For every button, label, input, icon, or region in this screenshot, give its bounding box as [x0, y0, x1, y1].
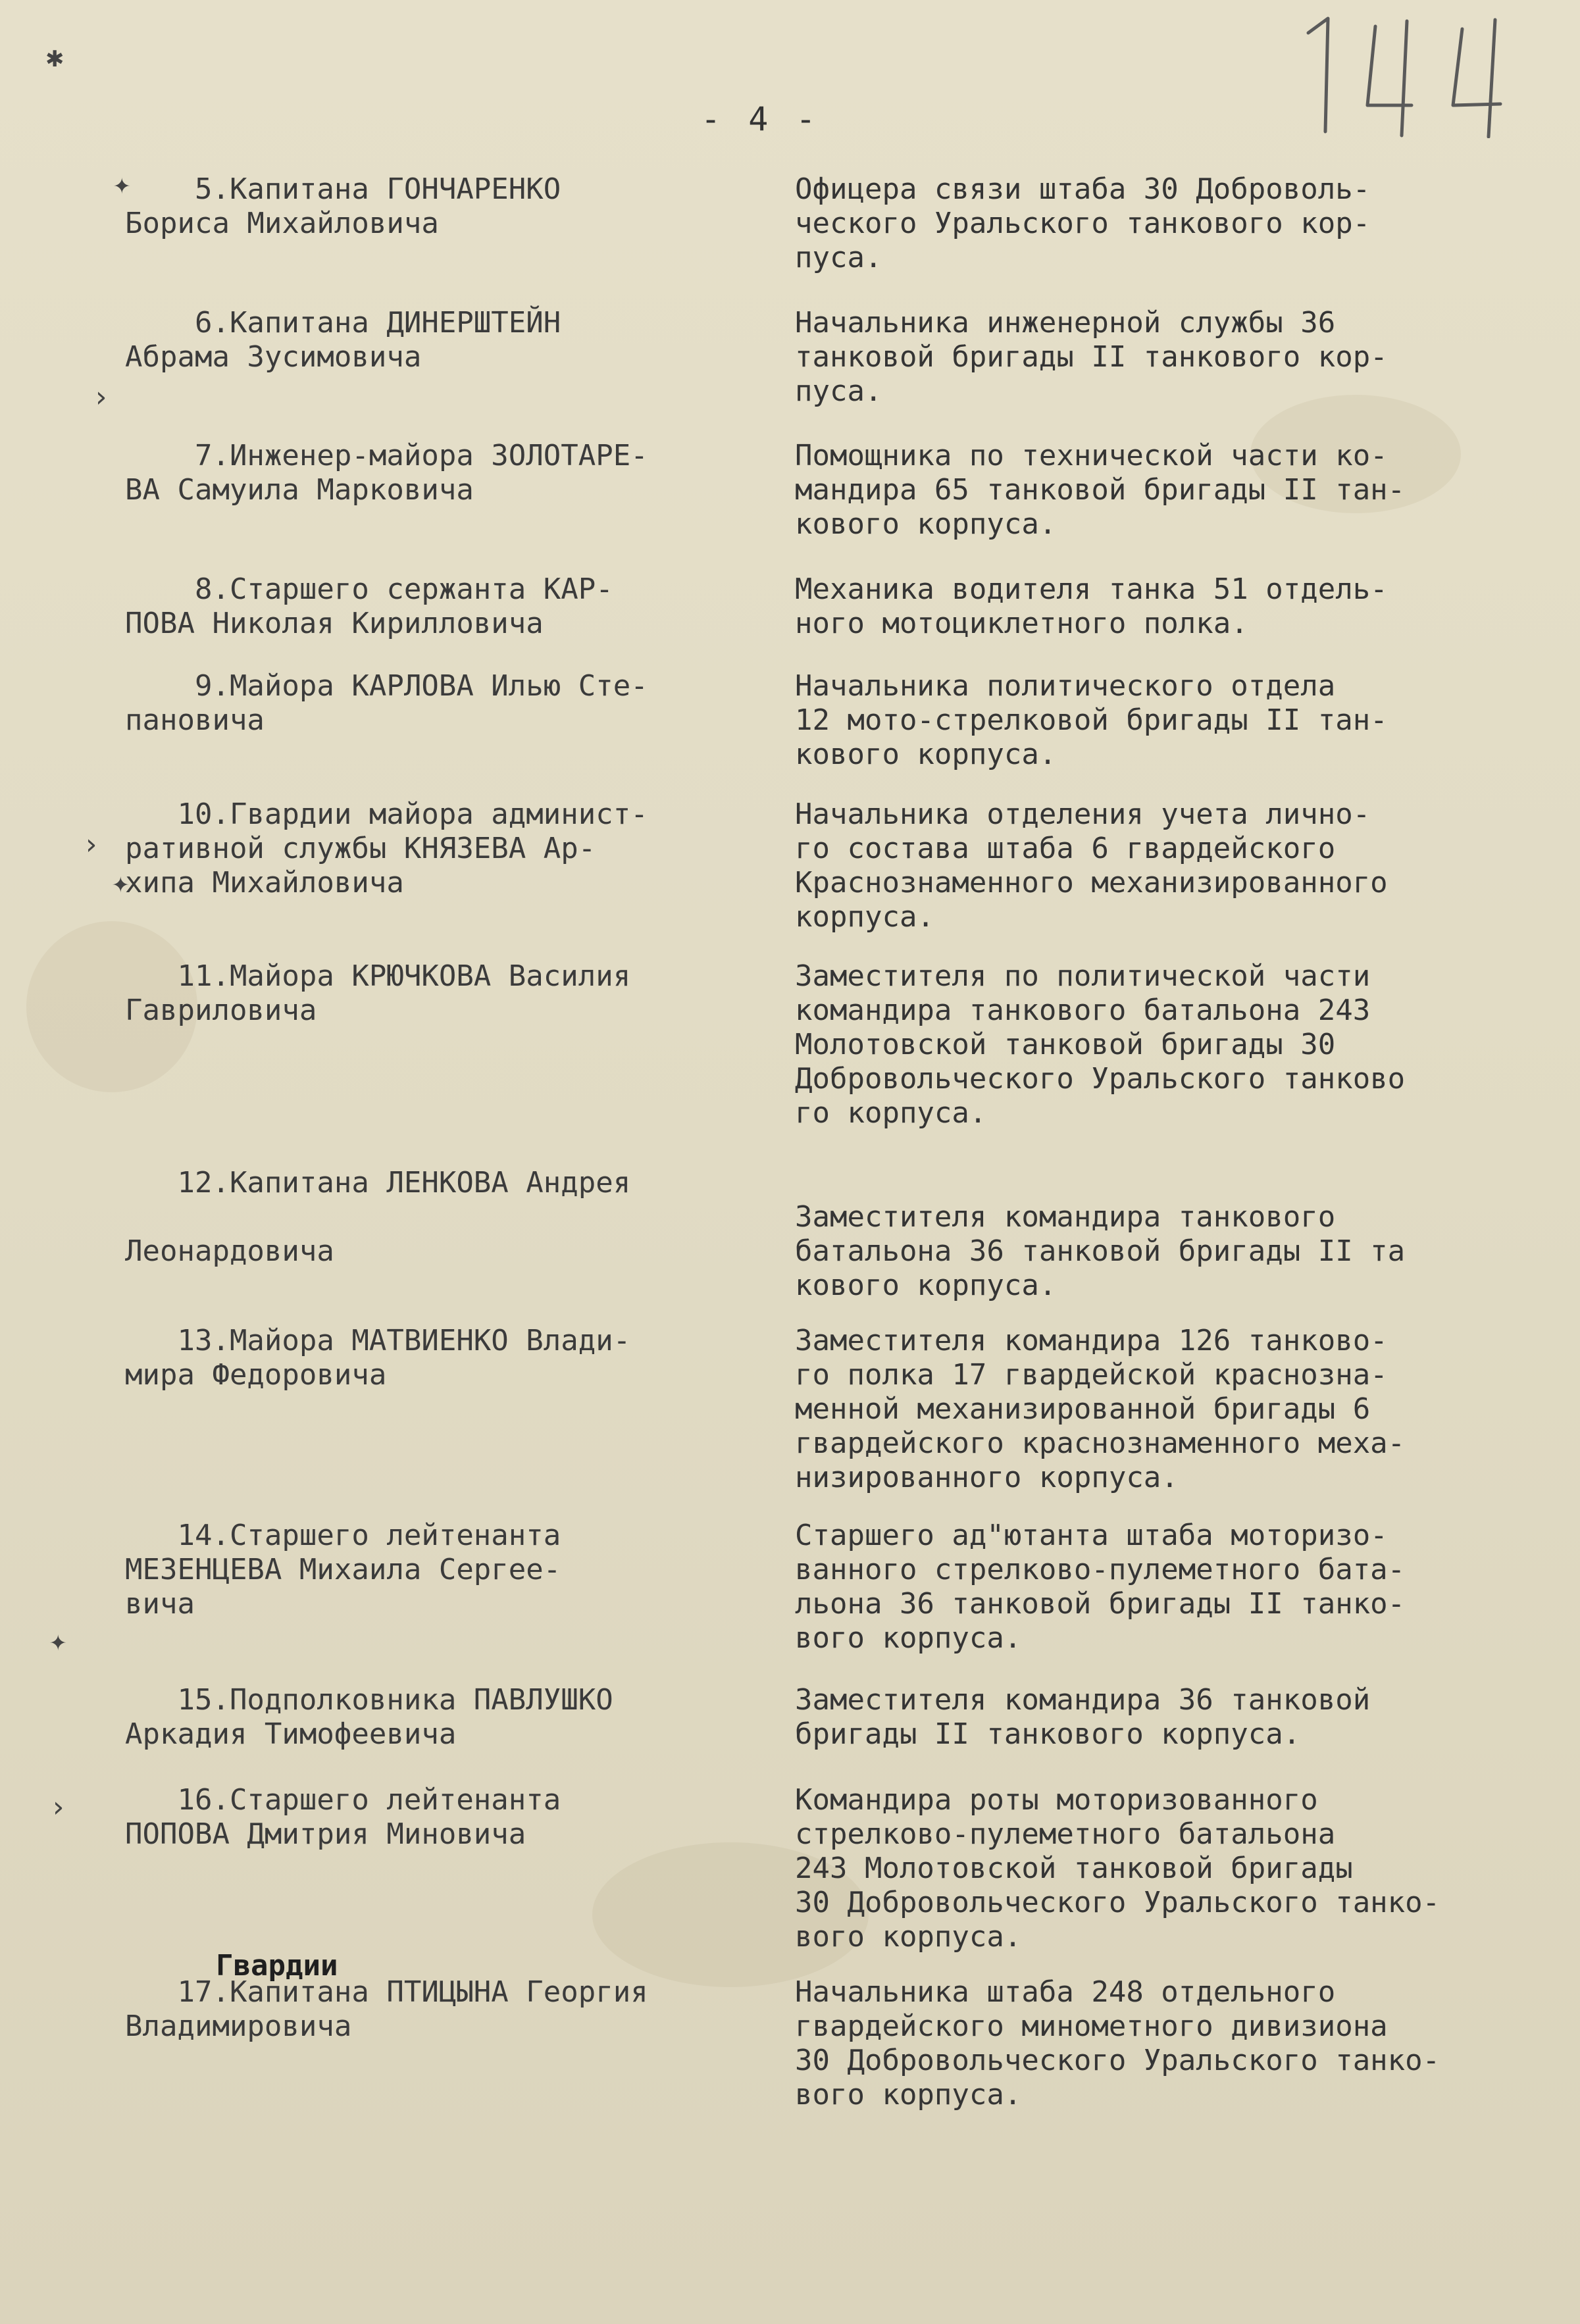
entry-position: [795, 306, 1575, 409]
position-line: го состава штаба 6 гвардейского: [795, 832, 1336, 865]
position-line: Механика водителя танка 51 отдель-: [795, 572, 1388, 606]
position-line: 243 Молотовской танковой бригады: [795, 1852, 1353, 1885]
position-line: вого корпуса.: [795, 1621, 1022, 1655]
position-line: 12 мото-стрелковой бригады II тан-: [795, 703, 1388, 737]
position-line: танковой бригады II танкового кор-: [795, 340, 1388, 374]
name-line: пановича: [125, 703, 265, 737]
name-line: вича: [125, 1587, 195, 1621]
position-line: го корпуса.: [795, 1096, 987, 1130]
position-line: Добровольческого Уральского танково: [795, 1062, 1406, 1096]
entry-name: [125, 959, 783, 1028]
position-line: батальона 36 танковой бригады II та: [795, 1234, 1406, 1268]
ink-speck: ›: [82, 828, 100, 861]
position-line: Командира роты моторизованного: [795, 1783, 1318, 1817]
handwritten-folio-number: [1296, 7, 1546, 138]
position-line: 30 Добровольческого Уральского танко-: [795, 1886, 1440, 1919]
position-line: Краснознаменного механизированного: [795, 866, 1388, 899]
name-line: [125, 1200, 783, 1234]
name-line: 9.Майора КАРЛОВА Илью Сте-: [125, 669, 648, 703]
name-line: Аркадия Тимофеевича: [125, 1717, 457, 1751]
name-line: 15.Подполковника ПАВЛУШКО: [125, 1683, 613, 1717]
entry-position: [795, 1783, 1575, 1954]
position-line: кового корпуса.: [795, 507, 1057, 541]
name-line: 12.Капитана ЛЕНКОВА Андрея: [125, 1166, 631, 1200]
page-number: - 4 -: [701, 100, 820, 138]
name-line: 16.Старшего лейтенанта: [125, 1783, 561, 1817]
position-line: Начальника инженерной службы 36: [795, 306, 1336, 340]
position-line: Начальника политического отдела: [795, 669, 1336, 703]
position-line: стрелково-пулеметного батальона: [795, 1817, 1336, 1851]
name-line: 11.Майора КРЮЧКОВА Василия: [125, 959, 631, 993]
name-line: ВА Самуила Марковича: [125, 473, 474, 507]
position-line: Заместителя по политической части: [795, 959, 1371, 993]
entry-name: [125, 797, 783, 900]
ink-speck: ✦: [112, 866, 130, 899]
ink-speck: ✦: [113, 167, 131, 201]
entry-position: [795, 1324, 1575, 1495]
entry-position: [795, 1166, 1575, 1303]
position-line: бригады II танкового корпуса.: [795, 1717, 1301, 1751]
entry-position: [795, 959, 1575, 1130]
name-line: ПОПОВА Дмитрия Миновича: [125, 1817, 526, 1851]
entry-name: [125, 1324, 783, 1392]
name-line: 10.Гвардии майора админист-: [125, 797, 648, 831]
position-line: Заместителя командира 126 танково-: [795, 1324, 1388, 1357]
position-line: вого корпуса.: [795, 2078, 1022, 2111]
entry-name: [125, 1166, 783, 1269]
entry-name: [125, 1683, 783, 1752]
position-line: командира танкового батальона 243: [795, 994, 1371, 1027]
position-line: вого корпуса.: [795, 1920, 1022, 1954]
entry-name: [125, 1975, 783, 2044]
position-line: льона 36 танковой бригады II танко-: [795, 1587, 1406, 1621]
position-line: Начальника отделения учета лично-: [795, 797, 1371, 831]
ink-speck: ›: [49, 1790, 67, 1824]
name-line: 6.Капитана ДИНЕРШТЕЙН: [125, 306, 561, 340]
position-line: низированного корпуса.: [795, 1461, 1179, 1494]
entry-name: [125, 1519, 783, 1621]
entry-position: [795, 1975, 1575, 2112]
name-line: МЕЗЕНЦЕВА Михаила Сергеe-: [125, 1553, 561, 1586]
entry-position: [795, 172, 1575, 275]
entry-position: [795, 439, 1575, 542]
name-line: ПОВА Николая Кирилловича: [125, 607, 544, 640]
position-line: го полка 17 гвардейской краснозна-: [795, 1358, 1388, 1392]
name-line: 17.Капитана ПТИЦЫНА Георгия: [125, 1975, 648, 2009]
name-line: 7.Инженер-майора ЗОЛОТАРЕ-: [125, 439, 648, 472]
entry-position: [795, 797, 1575, 934]
position-line: ванного стрелково-пулеметного бата-: [795, 1553, 1406, 1586]
position-line: [795, 1166, 1575, 1200]
position-line: ного мотоциклетного полка.: [795, 607, 1248, 640]
position-line: пуса.: [795, 374, 882, 408]
position-line: кового корпуса.: [795, 1269, 1057, 1302]
position-line: Помощника по технической части ко-: [795, 439, 1388, 472]
entry-position: [795, 572, 1575, 641]
position-line: Заместителя командира 36 танковой: [795, 1683, 1371, 1717]
entry-name: [125, 669, 783, 738]
ink-speck: ›: [92, 380, 110, 414]
entry-position: [795, 669, 1575, 772]
typed-insertion: Гвардии: [216, 1949, 338, 1983]
position-line: менной механизированной бригады 6: [795, 1392, 1371, 1426]
name-line: ративной службы КНЯЗЕВА Ар-: [125, 832, 596, 865]
position-line: Молотовской танковой бригады 30: [795, 1028, 1336, 1061]
position-line: 30 Добровольческого Уральского танко-: [795, 2044, 1440, 2077]
entry-name: [125, 172, 783, 241]
name-line: хипа Михайловича: [125, 866, 404, 899]
entry-name: [125, 439, 783, 507]
position-line: корпуса.: [795, 900, 934, 934]
position-line: Офицера связи штаба 30 Доброволь-: [795, 172, 1371, 206]
position-line: Старшего ад"ютанта штаба моторизо-: [795, 1519, 1388, 1552]
name-line: 14.Старшего лейтенанта: [125, 1519, 561, 1552]
name-line: 8.Старшего сержанта КАР-: [125, 572, 613, 606]
name-line: Леонардовича: [125, 1234, 334, 1268]
ink-speck: ✦: [49, 1624, 67, 1657]
entry-name: [125, 572, 783, 641]
name-line: 13.Майора МАТВИЕНКО Влади-: [125, 1324, 631, 1357]
name-line: Бориса Михайловича: [125, 207, 439, 240]
name-line: 5.Капитана ГОНЧАРЕНКО: [125, 172, 561, 206]
position-line: гвардейского минометного дивизиона: [795, 2009, 1388, 2043]
entry-name: [125, 306, 783, 374]
position-line: пуса.: [795, 241, 882, 274]
name-line: Абрама Зусимовича: [125, 340, 422, 374]
name-line: Гавриловича: [125, 994, 317, 1027]
entry-position: [795, 1683, 1575, 1752]
position-line: Заместителя командира танкового: [795, 1200, 1336, 1234]
name-line: мира Федоровича: [125, 1358, 387, 1392]
position-line: гвардейского краснознаменного меха-: [795, 1427, 1406, 1460]
ink-speck: ✱: [46, 40, 64, 74]
position-line: Начальника штаба 248 отдельного: [795, 1975, 1336, 2009]
name-line: Владимировича: [125, 2009, 352, 2043]
entry-name: [125, 1783, 783, 1852]
position-line: кового корпуса.: [795, 738, 1057, 771]
position-line: ческого Уральского танкового кор-: [795, 207, 1371, 240]
position-line: мандира 65 танковой бригады II тан-: [795, 473, 1406, 507]
entry-position: [795, 1519, 1575, 1655]
